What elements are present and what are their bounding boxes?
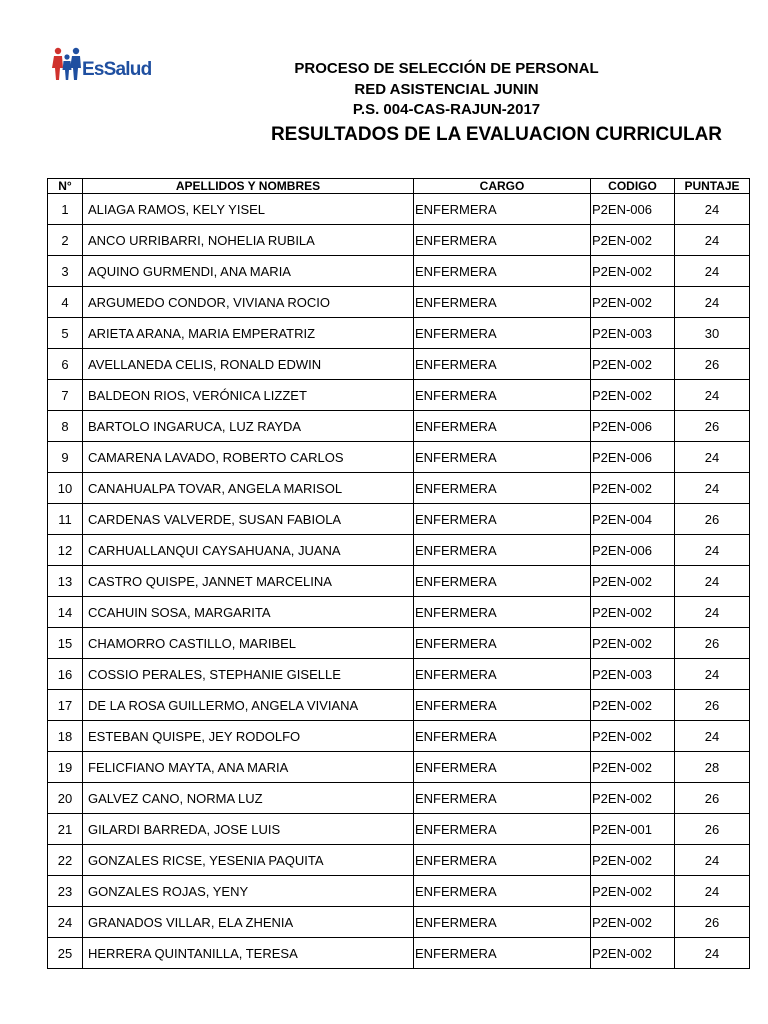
cargo-cell: ENFERMERA: [414, 814, 591, 845]
header-network-line: RED ASISTENCIAL JUNIN: [354, 81, 539, 98]
cargo-cell: ENFERMERA: [414, 411, 591, 442]
puntaje-cell: 24: [675, 659, 750, 690]
row-number: 17: [48, 690, 83, 721]
puntaje-cell: 24: [675, 721, 750, 752]
cargo-cell: ENFERMERA: [414, 256, 591, 287]
cargo-cell: ENFERMERA: [414, 876, 591, 907]
header-process-line: PROCESO DE SELECCIÓN DE PERSONAL: [294, 60, 599, 77]
row-number: 5: [48, 318, 83, 349]
row-number: 3: [48, 256, 83, 287]
codigo-cell: P2EN-002: [591, 721, 675, 752]
cargo-cell: ENFERMERA: [414, 318, 591, 349]
table-row: [48, 690, 750, 721]
document-header: [230, 58, 763, 149]
applicant-name: ALIAGA RAMOS, KELY YISEL: [83, 194, 414, 225]
applicant-name: CHAMORRO CASTILLO, MARIBEL: [83, 628, 414, 659]
cargo-cell: ENFERMERA: [414, 690, 591, 721]
row-number: 6: [48, 349, 83, 380]
row-number: 12: [48, 535, 83, 566]
codigo-cell: P2EN-002: [591, 287, 675, 318]
puntaje-cell: 24: [675, 380, 750, 411]
applicant-name: GONZALES ROJAS, YENY: [83, 876, 414, 907]
logo-wordmark: EsSalud: [82, 59, 152, 80]
row-number: 21: [48, 814, 83, 845]
codigo-cell: P2EN-002: [591, 225, 675, 256]
cargo-cell: ENFERMERA: [414, 504, 591, 535]
codigo-cell: P2EN-001: [591, 814, 675, 845]
cargo-cell: ENFERMERA: [414, 721, 591, 752]
table-row: [48, 659, 750, 690]
table-row: [48, 194, 750, 225]
row-number: 18: [48, 721, 83, 752]
cargo-cell: ENFERMERA: [414, 783, 591, 814]
table-row: [48, 287, 750, 318]
row-number: 14: [48, 597, 83, 628]
row-number: 20: [48, 783, 83, 814]
codigo-cell: P2EN-006: [591, 194, 675, 225]
applicant-name: DE LA ROSA GUILLERMO, ANGELA VIVIANA: [83, 690, 414, 721]
applicant-name: CANAHUALPA TOVAR, ANGELA MARISOL: [83, 473, 414, 504]
cargo-cell: ENFERMERA: [414, 938, 591, 969]
cargo-cell: ENFERMERA: [414, 597, 591, 628]
codigo-cell: P2EN-002: [591, 752, 675, 783]
puntaje-cell: 24: [675, 225, 750, 256]
codigo-cell: P2EN-003: [591, 318, 675, 349]
puntaje-cell: 24: [675, 845, 750, 876]
codigo-cell: P2EN-002: [591, 566, 675, 597]
puntaje-cell: 24: [675, 938, 750, 969]
codigo-cell: P2EN-002: [591, 690, 675, 721]
applicant-name: GALVEZ CANO, NORMA LUZ: [83, 783, 414, 814]
cargo-cell: ENFERMERA: [414, 535, 591, 566]
puntaje-cell: 30: [675, 318, 750, 349]
cargo-cell: ENFERMERA: [414, 194, 591, 225]
table-row: [48, 256, 750, 287]
codigo-cell: P2EN-006: [591, 442, 675, 473]
cargo-cell: ENFERMERA: [414, 628, 591, 659]
codigo-cell: P2EN-004: [591, 504, 675, 535]
cargo-cell: ENFERMERA: [414, 473, 591, 504]
applicant-name: GRANADOS VILLAR, ELA ZHENIA: [83, 907, 414, 938]
applicant-name: FELICFIANO MAYTA, ANA MARIA: [83, 752, 414, 783]
table-row: [48, 876, 750, 907]
row-number: 11: [48, 504, 83, 535]
applicant-name: CCAHUIN SOSA, MARGARITA: [83, 597, 414, 628]
table-row: [48, 318, 750, 349]
column-header-puntaje: PUNTAJE: [675, 179, 750, 194]
codigo-cell: P2EN-002: [591, 628, 675, 659]
cargo-cell: ENFERMERA: [414, 659, 591, 690]
row-number: 15: [48, 628, 83, 659]
row-number: 24: [48, 907, 83, 938]
row-number: 10: [48, 473, 83, 504]
codigo-cell: P2EN-002: [591, 597, 675, 628]
applicant-name: GONZALES RICSE, YESENIA PAQUITA: [83, 845, 414, 876]
puntaje-cell: 24: [675, 473, 750, 504]
column-header-name: APELLIDOS Y NOMBRES: [83, 179, 414, 194]
codigo-cell: P2EN-002: [591, 845, 675, 876]
codigo-cell: P2EN-002: [591, 876, 675, 907]
table-row: [48, 752, 750, 783]
row-number: 16: [48, 659, 83, 690]
cargo-cell: ENFERMERA: [414, 845, 591, 876]
puntaje-cell: 24: [675, 287, 750, 318]
table-header-row: [48, 179, 750, 194]
row-number: 25: [48, 938, 83, 969]
puntaje-cell: 26: [675, 907, 750, 938]
applicant-name: BALDEON RIOS, VERÓNICA LIZZET: [83, 380, 414, 411]
codigo-cell: P2EN-003: [591, 659, 675, 690]
codigo-cell: P2EN-002: [591, 256, 675, 287]
table-row: [48, 907, 750, 938]
table-row: [48, 411, 750, 442]
applicant-name: AQUINO GURMENDI, ANA MARIA: [83, 256, 414, 287]
row-number: 2: [48, 225, 83, 256]
row-number: 22: [48, 845, 83, 876]
row-number: 1: [48, 194, 83, 225]
codigo-cell: P2EN-002: [591, 783, 675, 814]
cargo-cell: ENFERMERA: [414, 225, 591, 256]
row-number: 4: [48, 287, 83, 318]
codigo-cell: P2EN-006: [591, 535, 675, 566]
applicant-name: ESTEBAN QUISPE, JEY RODOLFO: [83, 721, 414, 752]
applicant-name: GILARDI BARREDA, JOSE LUIS: [83, 814, 414, 845]
applicant-name: HERRERA QUINTANILLA, TERESA: [83, 938, 414, 969]
cargo-cell: ENFERMERA: [414, 566, 591, 597]
applicant-name: AVELLANEDA CELIS, RONALD EDWIN: [83, 349, 414, 380]
puntaje-cell: 26: [675, 628, 750, 659]
applicant-name: BARTOLO INGARUCA, LUZ RAYDA: [83, 411, 414, 442]
puntaje-cell: 26: [675, 411, 750, 442]
row-number: 7: [48, 380, 83, 411]
puntaje-cell: 24: [675, 442, 750, 473]
cargo-cell: ENFERMERA: [414, 907, 591, 938]
applicant-name: CARHUALLANQUI CAYSAHUANA, JUANA: [83, 535, 414, 566]
puntaje-cell: 24: [675, 876, 750, 907]
codigo-cell: P2EN-002: [591, 349, 675, 380]
cargo-cell: ENFERMERA: [414, 752, 591, 783]
applicant-name: CASTRO QUISPE, JANNET MARCELINA: [83, 566, 414, 597]
table-row: [48, 597, 750, 628]
applicant-name: CARDENAS VALVERDE, SUSAN FABIOLA: [83, 504, 414, 535]
codigo-cell: P2EN-002: [591, 938, 675, 969]
row-number: 9: [48, 442, 83, 473]
puntaje-cell: 26: [675, 690, 750, 721]
column-header-cargo: CARGO: [414, 179, 591, 194]
puntaje-cell: 24: [675, 535, 750, 566]
table-row: [48, 938, 750, 969]
page-title: RESULTADOS DE LA EVALUACION CURRICULAR: [270, 124, 723, 145]
puntaje-cell: 24: [675, 566, 750, 597]
table-row: [48, 349, 750, 380]
puntaje-cell: 28: [675, 752, 750, 783]
applicant-name: CAMARENA LAVADO, ROBERTO CARLOS: [83, 442, 414, 473]
codigo-cell: P2EN-006: [591, 411, 675, 442]
cargo-cell: ENFERMERA: [414, 287, 591, 318]
column-header-number: N°: [48, 179, 83, 194]
puntaje-cell: 24: [675, 194, 750, 225]
codigo-cell: P2EN-002: [591, 380, 675, 411]
cargo-cell: ENFERMERA: [414, 349, 591, 380]
puntaje-cell: 26: [675, 349, 750, 380]
cargo-cell: ENFERMERA: [414, 442, 591, 473]
row-number: 13: [48, 566, 83, 597]
row-number: 23: [48, 876, 83, 907]
column-header-codigo: CODIGO: [591, 179, 675, 194]
puntaje-cell: 26: [675, 504, 750, 535]
table-row: [48, 535, 750, 566]
table-row: [48, 628, 750, 659]
results-table: [47, 178, 750, 969]
table-row: [48, 721, 750, 752]
family-logo-icon: [52, 44, 82, 84]
table-row: [48, 783, 750, 814]
codigo-cell: P2EN-002: [591, 473, 675, 504]
puntaje-cell: 24: [675, 597, 750, 628]
table-row: [48, 380, 750, 411]
row-number: 19: [48, 752, 83, 783]
table-row: [48, 473, 750, 504]
table-row: [48, 442, 750, 473]
applicant-name: COSSIO PERALES, STEPHANIE GISELLE: [83, 659, 414, 690]
applicant-name: ANCO URRIBARRI, NOHELIA RUBILA: [83, 225, 414, 256]
table-row: [48, 566, 750, 597]
row-number: 8: [48, 411, 83, 442]
puntaje-cell: 24: [675, 256, 750, 287]
cargo-cell: ENFERMERA: [414, 380, 591, 411]
table-row: [48, 504, 750, 535]
puntaje-cell: 26: [675, 783, 750, 814]
applicant-name: ARGUMEDO CONDOR, VIVIANA ROCIO: [83, 287, 414, 318]
header-code-line: P.S. 004-CAS-RAJUN-2017: [352, 101, 541, 118]
applicant-name: ARIETA ARANA, MARIA EMPERATRIZ: [83, 318, 414, 349]
table-row: [48, 845, 750, 876]
table-row: [48, 814, 750, 845]
puntaje-cell: 26: [675, 814, 750, 845]
codigo-cell: P2EN-002: [591, 907, 675, 938]
table-row: [48, 225, 750, 256]
